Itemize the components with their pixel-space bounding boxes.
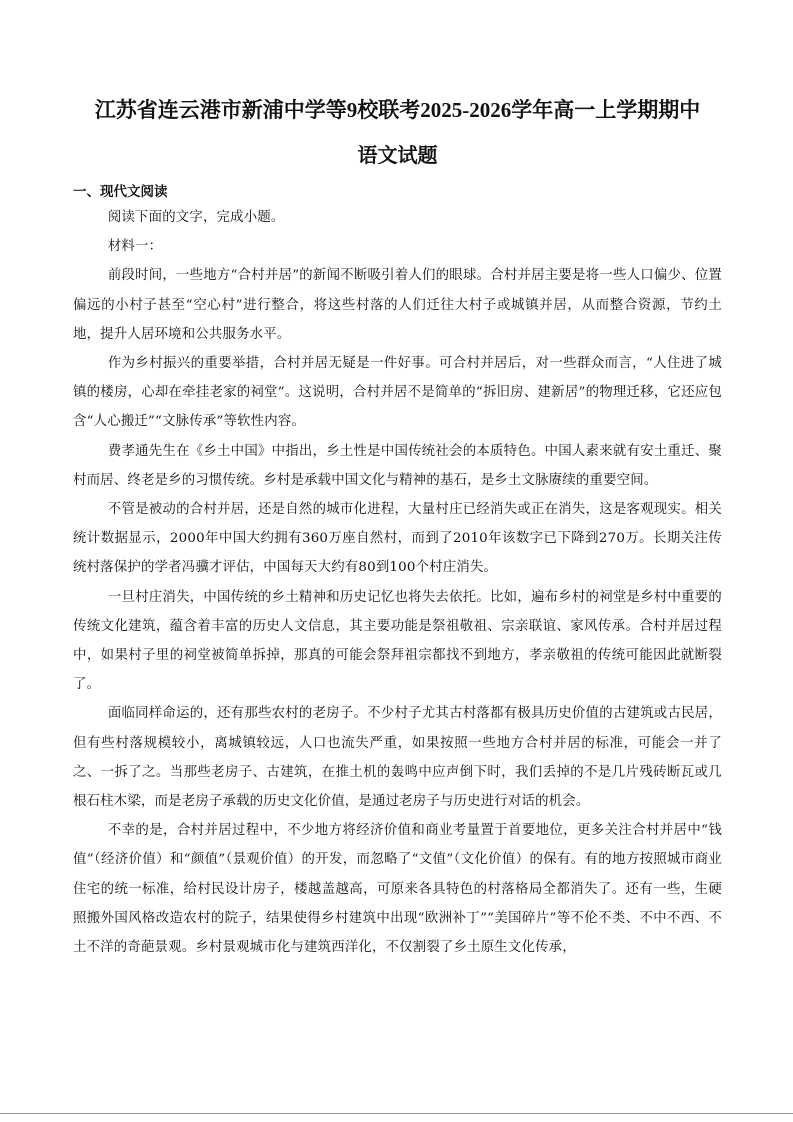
body-paragraph: 面临同样命运的，还有那些农村的老房子。不少村子尤其古村落都有极具历史价值的古建筑或古民居，但有些村落规模较小，离城镇较远，人口也流失严重，如果按照一些地方合村并居的标准，可能会一并了之、一拆了之。当那些老房子、古建筑，在推土机的轰鸣中应声倒下时，我们丢掉的不是几片残砖断瓦或几根石柱木梁，而是老房子承载的历史文化价值，是通过老房子与历史进行对话的机会。: [73, 706, 722, 810]
instruction-paragraph: 阅读下面的文字，完成小题。: [107, 210, 285, 225]
page-bottom-divider: [0, 1113, 793, 1114]
body-paragraph: 不幸的是，合村并居过程中，不少地方将经济价值和商业考量置于首要地位，更多关注合村并居中“钱值”（经济价值）和“颜值”（景观价值）的开发，而忽略了“文值”（文化价值）的保有。有的地方按照城市商业住宅的统一标准，给村民设计房子，楼越盖越高，可原来各具特色的村落格局全都消失了。还有一些，生硬照搬外国风格改造农村的院子，结果使得乡村建筑中出现“欧洲补丁”“美国碎片”等不伦不类、不中不西、不土不洋的奇葩景观。乡村景观城市化与建筑西洋化，不仅割裂了乡土原生文化传承，: [73, 823, 722, 956]
body-paragraph: 一旦村庄消失，中国传统的乡土精神和历史记忆也将失去依托。比如，遍布乡村的祠堂是乡村中重要的传统文化建筑，蕴含着丰富的历史人文信息，其主要功能是祭祖敬祖、宗亲联谊、家风传承。合村并居过程中，如果村子里的祠堂被简单拆掉，那真的可能会祭拜祖宗都找不到地方，孝亲敬祖的传统可能因此就断裂了。: [73, 589, 722, 693]
body-paragraph: 费孝通先生在《乡土中国》中指出，乡土性是中国传统社会的本质特色。中国人素来就有安土重迁、聚村而居、终老是乡的习惯传统。乡村是承载中国文化与精神的基石，是乡土文脉赓续的重要空间。: [73, 443, 722, 488]
material-label: 材料一：: [107, 239, 163, 255]
body-paragraph: 不管是被动的合村并居，还是自然的城市化进程，大量村庄已经消失或正在消失，这是客观现实。相关统计数据显示，2000年中国大约拥有360万座自然村，而到了2010年该数字已下降到270万。长期关注传统村落保护的学者冯骥才评估，中国每天大约有80到100个村庄消失。: [73, 502, 722, 576]
document-subtitle: 语文试题: [357, 143, 438, 167]
body-paragraph: 前段时间，一些地方“合村并居”的新闻不断吸引着人们的眼球。合村并居主要是将一些人口偏少、位置偏远的小村子甚至“空心村”进行整合，将这些村落的人们迁往大村子或城镇并居，从而整合资源，节约土地，提升人居环境和公共服务水平。: [73, 268, 722, 342]
document-title: 江苏省连云港市新浦中学等9校联考2025-2026学年高一上学期期中: [94, 98, 701, 122]
section-heading: 一、现代文阅读: [73, 184, 168, 200]
body-paragraph: 作为乡村振兴的重要举措，合村并居无疑是一件好事。可合村并居后，对一些群众而言，“人住进了城镇的楼房，心却在牵挂老家的祠堂”。这说明，合村并居不是简单的“拆旧房、建新居”的物理迁移，它还应包含“人心搬迁”“文脉传承”等软性内容。: [73, 356, 722, 430]
